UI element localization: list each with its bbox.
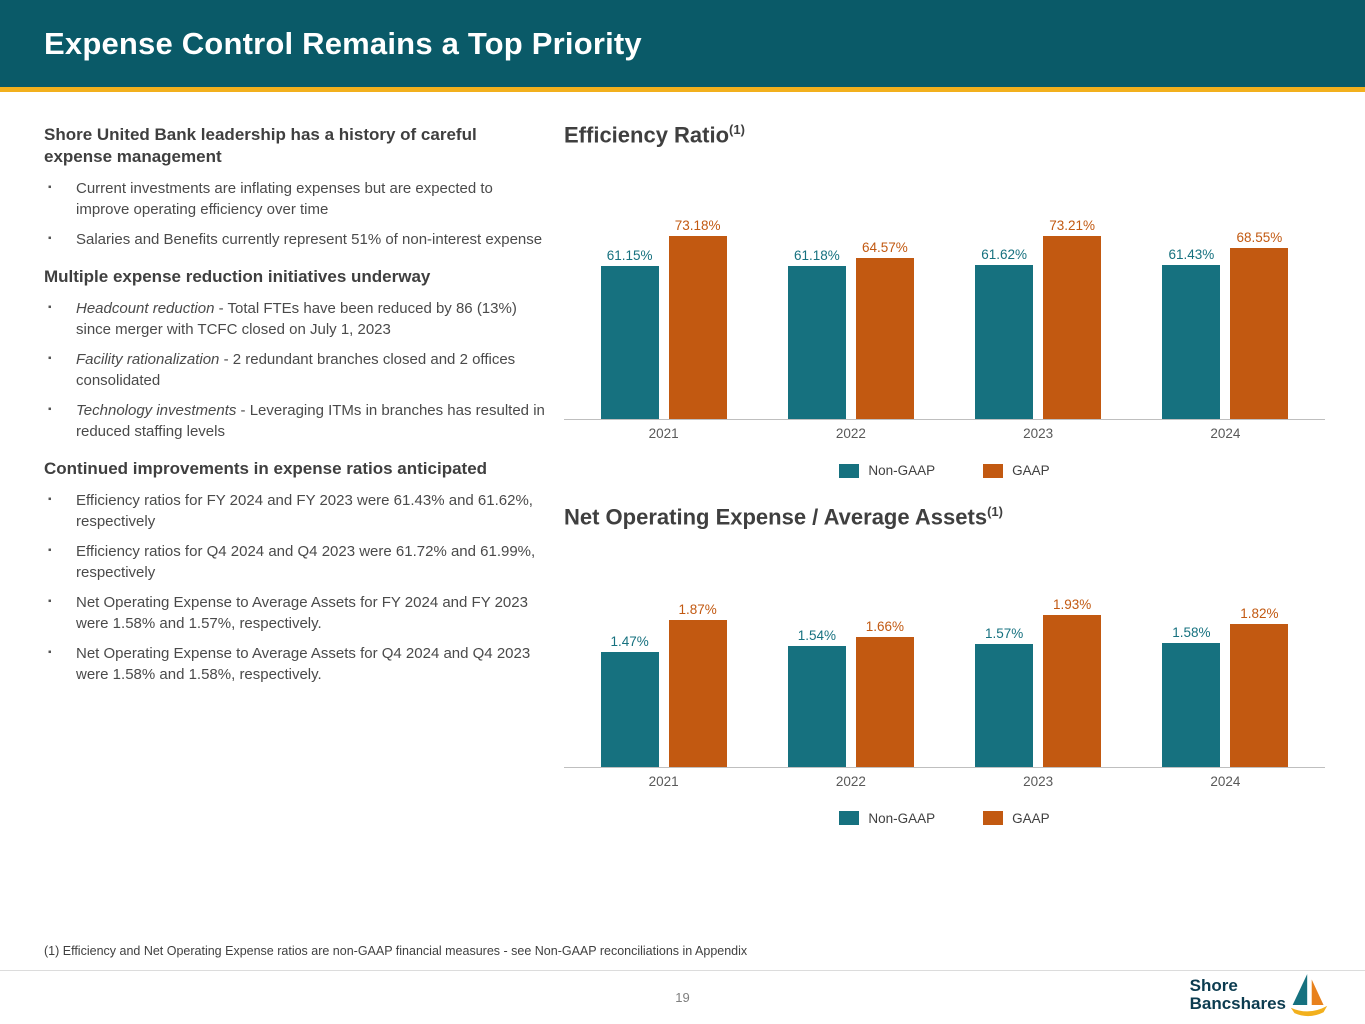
bar-group-2024 <box>1162 606 1288 767</box>
gaap-bar <box>1043 236 1101 419</box>
bar-value-label: 1.58% <box>1172 624 1211 640</box>
non-gaap-bar-wrap <box>788 628 846 767</box>
bar-value-label: 1.82% <box>1240 605 1279 621</box>
bar-value-label: 1.47% <box>610 633 649 649</box>
legend-label: Non-GAAP <box>868 463 936 479</box>
gaap-bar <box>1043 615 1101 767</box>
left-column <box>44 118 546 826</box>
right-column <box>546 118 1325 826</box>
page-number: 19 <box>675 990 690 1005</box>
legend-swatch <box>839 464 859 478</box>
non-gaap-bar <box>601 652 659 767</box>
bullet-text <box>76 643 546 685</box>
gaap-bar <box>1230 248 1288 419</box>
bullet-text <box>76 490 546 532</box>
non-gaap-bar <box>1162 265 1220 419</box>
section-heading: Shore United Bank leadership has a history of careful expense management <box>44 125 477 167</box>
chart-title <box>564 122 1325 148</box>
non-gaap-bar <box>975 644 1033 767</box>
bar-value-label: 1.57% <box>984 625 1024 641</box>
bullet-text <box>76 229 546 250</box>
bar-group-2022 <box>788 619 914 767</box>
x-axis-label: 2023 <box>1023 773 1054 789</box>
bullet-marker: ▪ <box>48 545 52 557</box>
legend-label: Non-GAAP <box>868 810 936 826</box>
bullet-item <box>44 298 546 340</box>
bullet-text <box>76 541 546 583</box>
gaap-bar <box>1230 624 1288 767</box>
x-axis-labels <box>564 426 1325 441</box>
bullet-rest: - 2 redundant branches closed and 2 offices consolidated <box>76 351 516 390</box>
bullet-item <box>44 349 546 391</box>
bar-value-label: 61.43% <box>1168 247 1215 263</box>
bar-group-2024 <box>1162 230 1288 419</box>
x-axis-label: 2024 <box>1210 426 1241 442</box>
bar-value-label: 1.54% <box>797 627 837 643</box>
bullet-lead: Facility rationalization <box>76 351 220 369</box>
logo-line2: Bancshares <box>1189 994 1286 1013</box>
bar-value-label: 61.62% <box>981 247 1028 263</box>
bar-value-label: 1.87% <box>678 601 717 617</box>
bullet-text <box>76 592 546 634</box>
bar-value-label: 64.57% <box>861 240 908 256</box>
plot-area <box>564 573 1325 768</box>
bullet-lead: Headcount reduction <box>76 300 215 318</box>
bar-value-label: 61.15% <box>606 248 653 264</box>
bullet-marker: ▪ <box>48 353 52 365</box>
bullet-item <box>44 400 546 442</box>
x-axis-label: 2021 <box>648 426 679 442</box>
sailboat-icon <box>1289 972 1329 1018</box>
legend-swatch <box>983 464 1003 478</box>
non-gaap-bar <box>788 266 846 419</box>
slide-title: Expense Control Remains a Top Priority <box>44 25 642 61</box>
bullet-item <box>44 490 546 532</box>
bullet-rest: Current investments are inflating expenses but are expected to improve operating efficiency over time <box>76 180 493 219</box>
bar-value-label: 1.93% <box>1052 596 1092 612</box>
footer-bar <box>0 970 1365 1024</box>
gaap-bar-wrap <box>669 218 727 419</box>
legend-label: GAAP <box>1012 463 1050 479</box>
efficiency-ratio-chart <box>564 122 1325 478</box>
plot-area <box>564 190 1325 420</box>
chart-title-text: Net Operating Expense / Average Assets <box>564 504 988 530</box>
gaap-bar <box>856 258 914 419</box>
legend-item-gaap <box>983 811 1050 826</box>
non-gaap-bar-wrap <box>788 248 846 419</box>
bar-value-label: 68.55% <box>1236 230 1283 246</box>
bullet-rest: Net Operating Expense to Average Assets for FY 2024 and FY 2023 were 1.58% and 1.57%, respectively. <box>76 594 528 633</box>
non-gaap-bar <box>788 646 846 767</box>
bullet-rest: Efficiency ratios for Q4 2024 and Q4 2023 were 61.72% and 61.99%, respectively <box>76 543 536 582</box>
bar-value-label: 61.18% <box>793 248 840 264</box>
gaap-bar-wrap <box>1043 218 1101 419</box>
footnote: (1) Efficiency and Net Operating Expense ratios are non-GAAP financial measures - see Non-GAAP reconciliations in Appendix <box>44 944 748 958</box>
bullet-text <box>76 349 546 391</box>
legend-item-gaap <box>983 463 1050 478</box>
net-operating-expense-chart <box>564 504 1325 825</box>
non-gaap-bar <box>975 265 1033 419</box>
bullet-marker: ▪ <box>48 404 52 416</box>
bullet-marker: ▪ <box>48 302 52 314</box>
legend <box>564 463 1325 478</box>
shore-bancshares-logo <box>1190 972 1329 1018</box>
bullet-marker: ▪ <box>48 182 52 194</box>
logo-text <box>1190 977 1286 1014</box>
bullet-text <box>76 178 546 220</box>
gaap-bar-wrap <box>856 619 914 767</box>
content <box>0 92 1365 826</box>
x-axis-label: 2022 <box>835 426 866 442</box>
bullet-item <box>44 592 546 634</box>
non-gaap-bar-wrap <box>601 634 659 767</box>
gaap-bar-wrap <box>1230 606 1288 767</box>
x-axis-label: 2023 <box>1023 426 1054 442</box>
non-gaap-bar <box>601 266 659 419</box>
gaap-bar-wrap <box>1230 230 1288 419</box>
legend-swatch <box>839 811 859 825</box>
chart-title <box>564 504 1325 530</box>
non-gaap-bar-wrap <box>601 248 659 419</box>
bullet-item <box>44 178 546 220</box>
bullet-text <box>76 298 546 340</box>
gaap-bar <box>669 620 727 767</box>
title-bar <box>0 0 1365 87</box>
bar-group-2022 <box>788 240 914 419</box>
bullet-item <box>44 229 546 250</box>
bullet-lead: Technology investments <box>76 402 237 420</box>
gaap-bar-wrap <box>1043 597 1101 767</box>
bullet-rest: Salaries and Benefits currently represent 51% of non-interest expense <box>76 231 543 249</box>
bullet-rest: - Leveraging ITMs in branches has resulted in reduced staffing levels <box>76 402 545 441</box>
gaap-bar-wrap <box>669 602 727 767</box>
non-gaap-bar-wrap <box>975 626 1033 767</box>
bar-group-2021 <box>601 218 727 419</box>
bullet-marker: ▪ <box>48 494 52 506</box>
bullet-marker: ▪ <box>48 233 52 245</box>
bullet-marker: ▪ <box>48 596 52 608</box>
gaap-bar <box>856 637 914 767</box>
x-axis-labels <box>564 774 1325 789</box>
bar-group-2023 <box>975 218 1101 419</box>
bullet-item <box>44 541 546 583</box>
bar-value-label: 73.18% <box>674 218 721 234</box>
gaap-bar <box>669 236 727 419</box>
bullet-rest: Efficiency ratios for FY 2024 and FY 2023 were 61.43% and 61.62%, respectively <box>76 492 533 531</box>
non-gaap-bar-wrap <box>1162 625 1220 767</box>
section-heading: Continued improvements in expense ratios anticipated <box>44 459 488 479</box>
bullet-marker: ▪ <box>48 647 52 659</box>
legend <box>564 811 1325 826</box>
section-heading: Multiple expense reduction initiatives underway <box>44 267 431 287</box>
x-axis-label: 2024 <box>1210 773 1241 789</box>
chart-title-text: Efficiency Ratio <box>564 122 730 148</box>
bullet-text <box>76 400 546 442</box>
legend-item-non-gaap <box>839 811 935 826</box>
bar-group-2023 <box>975 597 1101 767</box>
x-axis-label: 2021 <box>648 773 679 789</box>
logo-line1: Shore <box>1189 975 1238 995</box>
legend-label: GAAP <box>1012 810 1050 826</box>
chart-title-footnote-marker: (1) <box>987 504 1003 520</box>
non-gaap-bar <box>1162 643 1220 767</box>
bar-value-label: 73.21% <box>1049 218 1096 234</box>
bullet-item <box>44 643 546 685</box>
bullet-rest: - Total FTEs have been reduced by 86 (13%) since merger with TCFC closed on July 1, 2023 <box>76 300 517 339</box>
bullet-rest: Net Operating Expense to Average Assets for Q4 2024 and Q4 2023 were 1.58% and 1.58%, respectively. <box>76 645 531 684</box>
non-gaap-bar-wrap <box>975 247 1033 419</box>
legend-item-non-gaap <box>839 463 935 478</box>
legend-swatch <box>983 811 1003 825</box>
gaap-bar-wrap <box>856 240 914 419</box>
x-axis-label: 2022 <box>835 773 866 789</box>
chart-title-footnote-marker: (1) <box>729 122 745 137</box>
non-gaap-bar-wrap <box>1162 247 1220 419</box>
bar-group-2021 <box>601 602 727 767</box>
bar-value-label: 1.66% <box>865 618 905 634</box>
